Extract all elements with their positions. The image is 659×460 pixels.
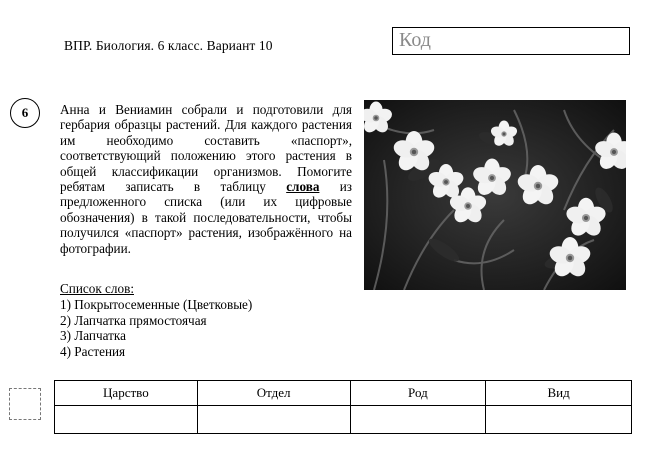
word-list-title: Список слов: (60, 281, 134, 296)
question-number: 6 (10, 98, 40, 128)
word-list (60, 281, 252, 360)
task-text (60, 102, 352, 256)
header-kingdom: Царство (55, 381, 198, 406)
flower-photo (364, 100, 626, 290)
answer-cell-kingdom[interactable] (55, 406, 198, 434)
header-genus: Род (350, 381, 486, 406)
flower-photo-graphic (364, 100, 626, 290)
word-list-item: 4) Растения (60, 344, 126, 360)
header-division: Отдел (197, 381, 350, 406)
answer-cell-genus[interactable] (350, 406, 486, 434)
task-text-part1: Анна и Вениамин собрали и подготовили для гербария образцы растений. Для каждого растения им необходимо составить «паспорт», соответствующий положению этого растения в общей классификации организмов. Помогите ребятам записать в таблицу (60, 102, 352, 195)
score-box[interactable] (9, 388, 41, 420)
answer-table-header-row (55, 381, 632, 406)
task-text-keyword: слова (286, 179, 320, 195)
page-title: ВПР. Биология. 6 класс. Вариант 10 (64, 38, 273, 53)
answer-cell-division[interactable] (197, 406, 350, 434)
answer-cell-species[interactable] (486, 406, 632, 434)
code-label: Код (399, 29, 431, 51)
answer-table-input-row (55, 406, 632, 434)
word-list-item: 3) Лапчатка (60, 328, 126, 344)
word-list-item: 1) Покрытосеменные (Цветковые) (60, 296, 253, 312)
header-species: Вид (486, 381, 632, 406)
word-list-item: 2) Лапчатка прямостоячая (60, 312, 207, 328)
answer-table (54, 380, 632, 434)
code-field[interactable] (392, 27, 630, 55)
task-text-part2: из предложенного списка (или их цифровые обозначения) в такой последовательности, чтобы получился «паспорт» растения, изображённого на фотографии. (60, 179, 352, 256)
